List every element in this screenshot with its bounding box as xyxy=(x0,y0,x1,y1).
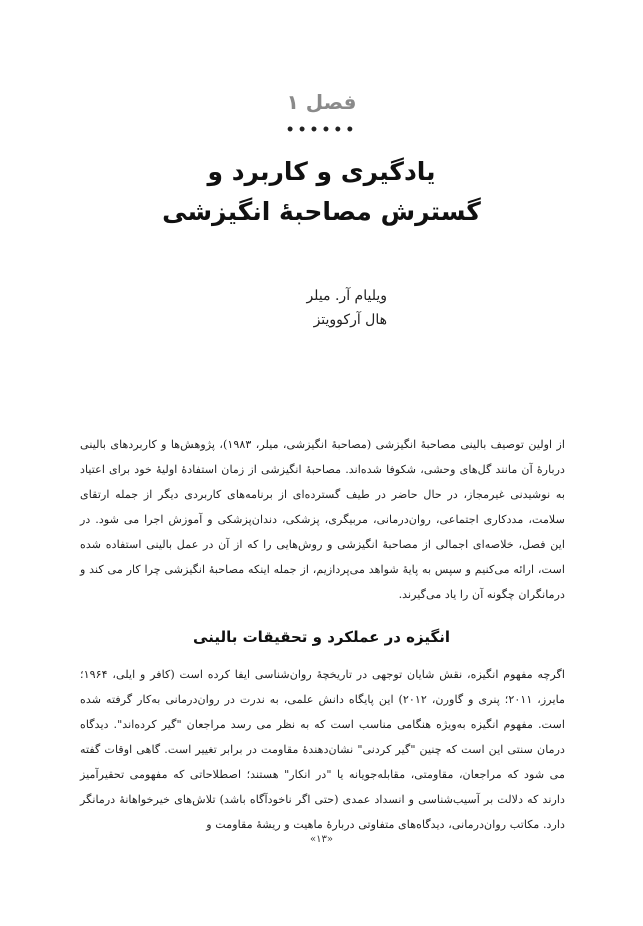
intro-paragraph: از اولین توصیف بالینی مصاحبهٔ انگیزشی (مصاحبهٔ انگیزشی، میلر، ۱۹۸۳)، پژوهش‌ها و کاربردهای بالینی دربارهٔ آن مانند گل‌های وحشی، شکوفا شده‌اند. مصاحبهٔ انگیزشی از زمان استفادهٔ اولیهٔ خود برای اعتیاد به نوشیدنی غیرمجاز، در حال حاضر در طیف گسترده‌ای از برنامه‌های کاربردی دیگر از جمله ارتقای سلامت، مددکاری اجتماعی، روان‌درمانی، مربیگری، پزشکی، دندان‌پزشکی و آموزش اجرا می شود. در این فصل، خلاصه‌ای اجمالی از مصاحبهٔ انگیزشی و روش‌هایی را که از آن در عمل بالینی استفاده شده است، ارائه می‌کنیم و سپس به پایهٔ شواهد می‌پردازیم، از جمله اینکه مصاحبهٔ انگیزشی چرا کار می کند و درمانگران چگونه آن را یاد می‌گیرند. xyxy=(80,438,565,601)
section-paragraph: اگرچه مفهوم انگیزه، نقش شایان توجهی در تاریخچهٔ روان‌شناسی ایفا کرده است (کافر و ایلی، ۱۹۶۴؛ مایرز، ۲۰۱۱؛ پنری و گاورن، ۲۰۱۲) این پایگاه دانش علمی، به ندرت در روان‌درمانی به‌کار گرفته شده است. مفهوم انگیزه به‌ویژه هنگامی مناسب است که به نظر می رسد مراجعان "گیر کرده‌اند". دیدگاه درمان سنتی این است که چنین "گیر کردنی" نشان‌دهندهٔ مقاومت در برابر تغییر است. گاهی اوقات گفته می شود که مراجعان، مقاومتی، مقابله‌جویانه یا "در انکار" هستند؛ اصطلاحاتی که مفهومی تحقیرآمیز دارند که دلالت بر آسیب‌شناسی و انسداد عمدی (حتی اگر ناخودآگاه باشد) تلاش‌های خیرخواهانهٔ درمانگر دارد. مکاتب روان‌درمانی، دیدگاه‌های متفاوتی دربارهٔ ماهیت و ریشهٔ مقاومت و xyxy=(80,668,565,831)
chapter-label: فصل ۱ xyxy=(286,90,357,114)
author-name: ویلیام آر. میلر xyxy=(306,288,387,304)
page-number: «۱۳» xyxy=(310,834,333,845)
author-name: هال آرکوویتز xyxy=(313,312,387,328)
chapter-ornament: •••••• xyxy=(285,122,358,138)
section-heading: انگیزه در عملکرد و تحقیقات بالینی xyxy=(193,628,450,646)
chapter-title-line-1: یادگیری و کاربرد و xyxy=(207,157,436,186)
chapter-title-line-2: گسترش مصاحبهٔ انگیزشی xyxy=(162,197,481,226)
